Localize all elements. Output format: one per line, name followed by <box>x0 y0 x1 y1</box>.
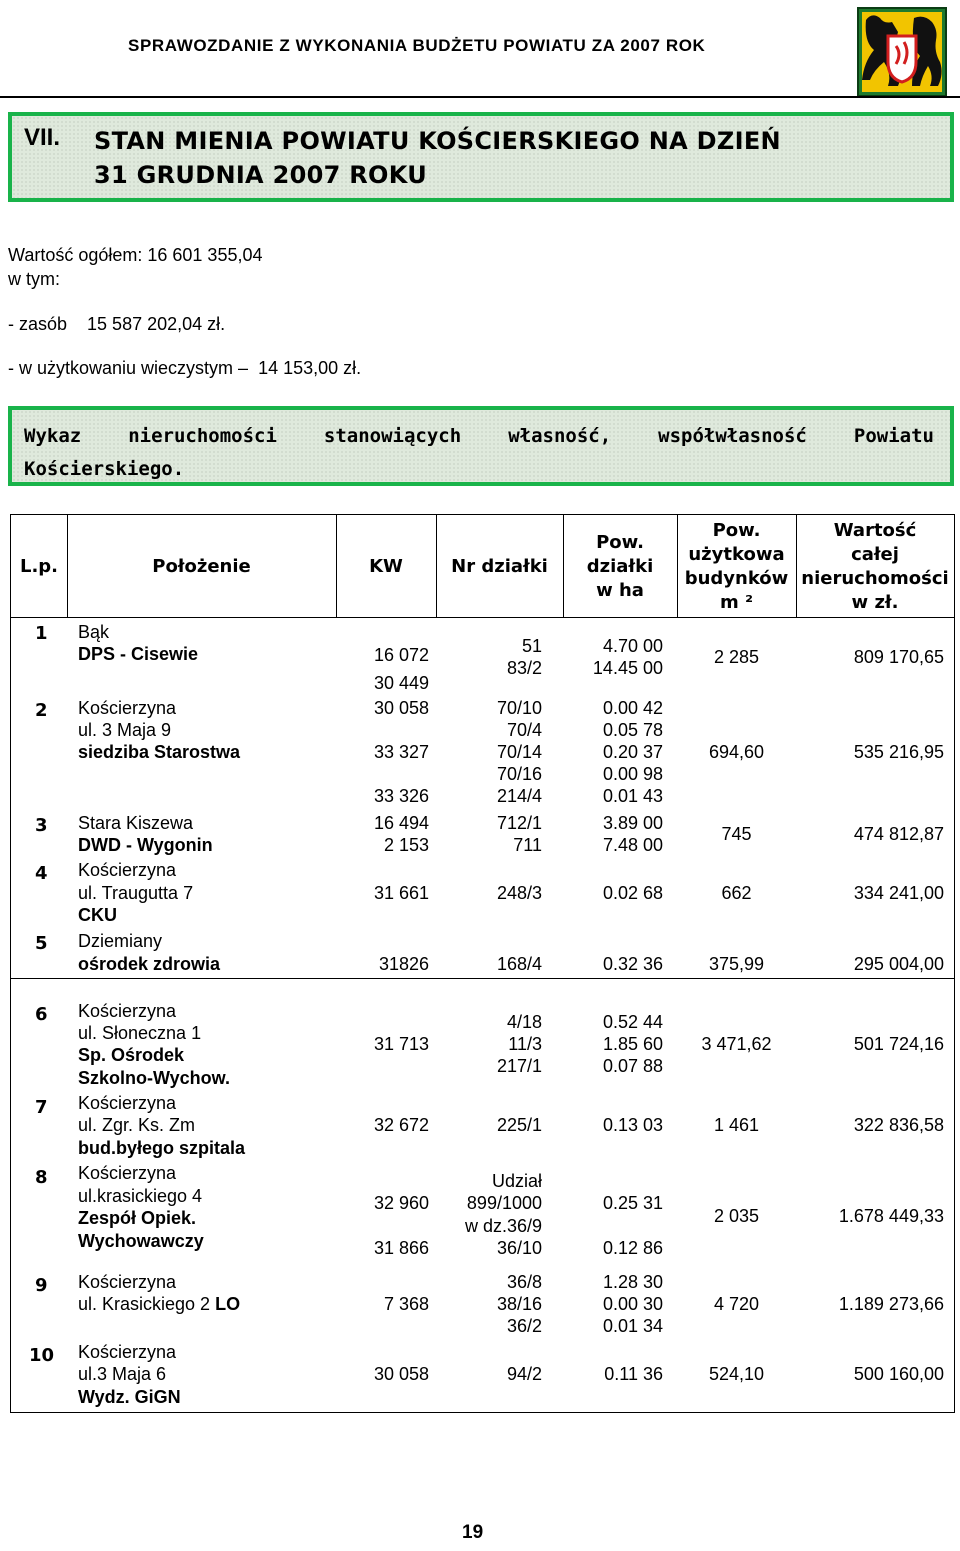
plot-number: 36/10 <box>496 1238 542 1258</box>
plot-number: 712/1 <box>496 813 542 833</box>
building-area: 694,60 <box>708 742 765 762</box>
building-area: 3 471,62 <box>701 1034 772 1054</box>
area-ha: 0.02 68 <box>602 883 663 903</box>
location-line: Dziemiany <box>78 931 163 951</box>
list-title-word: stanowiących <box>323 425 462 447</box>
kw-number: 16 072 <box>373 645 429 665</box>
plot-number: 70/4 <box>506 720 542 740</box>
kw-number: 33 326 <box>373 786 429 806</box>
section-title-line2: 31 GRUDNIA 2007 ROKU <box>94 161 427 189</box>
plot-number: 248/3 <box>496 883 542 903</box>
row-number: 1 <box>35 623 48 644</box>
location-unit: LO <box>215 1294 241 1314</box>
kw-number: 31 866 <box>373 1238 429 1258</box>
col-header-value <box>796 519 954 615</box>
kw-number: 2 153 <box>383 835 429 855</box>
row-number: 9 <box>35 1275 48 1296</box>
area-ha: 0.25 31 <box>602 1193 663 1213</box>
location-line: Kościerzyna <box>78 1001 177 1021</box>
area-ha: 3.89 00 <box>602 813 663 833</box>
list-title-line2: Kościerskiego. <box>24 458 185 480</box>
section-title-line1: STAN MIENIA POWIATU KOŚCIERSKIEGO NA DZIEŃ <box>94 127 781 155</box>
list-title-word: Wykaz <box>24 425 82 447</box>
report-header-title: SPRAWOZDANIE Z WYKONANIA BUDŻETU POWIATU ZA 2007 ROK <box>128 36 706 55</box>
plot-number: 36/8 <box>506 1272 542 1292</box>
kw-number: 32 672 <box>373 1115 429 1135</box>
area-ha: 0.32 36 <box>602 954 663 974</box>
col-header-location: Położenie <box>152 556 251 577</box>
area-ha: 14.45 00 <box>592 658 663 678</box>
plot-number: 711 <box>513 835 542 855</box>
property-value: 1.678 449,33 <box>838 1206 944 1226</box>
location-line: Kościerzyna <box>78 1093 177 1113</box>
location-line: Kościerzyna <box>78 698 177 718</box>
location-line: bud.byłego szpitala <box>78 1138 246 1158</box>
plot-number: 214/4 <box>496 786 542 806</box>
kw-number: 32 960 <box>373 1193 429 1213</box>
section-title <box>94 124 781 192</box>
plot-number: Udział <box>491 1171 542 1191</box>
row-number: 8 <box>35 1167 48 1188</box>
plot-number: w dz.36/9 <box>464 1216 542 1236</box>
plot-number: 70/16 <box>496 764 542 784</box>
location-line: ul. 3 Maja 9 <box>78 720 172 740</box>
kw-number: 31826 <box>378 954 429 974</box>
property-value: 322 836,58 <box>853 1115 944 1135</box>
building-area: 4 720 <box>713 1294 760 1314</box>
kw-number: 33 327 <box>373 742 429 762</box>
area-ha: 0.05 78 <box>602 720 663 740</box>
kw-number: 7 368 <box>383 1294 429 1314</box>
location-line: ul.3 Maja 6 <box>78 1364 167 1384</box>
kw-number: 16 494 <box>373 813 429 833</box>
location-line: DPS - Cisewie <box>78 644 199 664</box>
kw-number: 30 449 <box>373 673 429 693</box>
building-area: 524,10 <box>708 1364 765 1384</box>
resource-value: - zasób 15 587 202,04 zł. <box>8 314 226 334</box>
property-value: 1.189 273,66 <box>838 1294 944 1314</box>
area-ha: 4.70 00 <box>602 636 663 656</box>
area-ha: 0.52 44 <box>602 1012 663 1032</box>
header-line: Pow. <box>712 520 761 541</box>
plot-number: 70/14 <box>496 742 542 762</box>
building-area: 1 461 <box>713 1115 760 1135</box>
location-line: Zespół Opiek. <box>78 1208 197 1228</box>
area-ha: 1.28 30 <box>602 1272 663 1292</box>
row-number: 3 <box>35 815 48 836</box>
list-title-word: Powiatu <box>853 425 934 447</box>
col-header-lp: L.p. <box>19 556 59 577</box>
header-line: m ² <box>720 592 753 613</box>
area-ha: 0.01 34 <box>602 1316 663 1336</box>
header-bottom-rule <box>11 617 954 618</box>
location-line <box>78 1293 240 1316</box>
location-line: ul. Słoneczna 1 <box>78 1023 202 1043</box>
plot-number: 217/1 <box>496 1056 542 1076</box>
col-header-kw: KW <box>369 556 403 577</box>
property-table <box>10 514 955 1413</box>
location-line: Stara Kiszewa <box>78 813 194 833</box>
property-value: 474 812,87 <box>853 824 944 844</box>
area-ha: 0.11 36 <box>604 1364 663 1384</box>
header-line: Pow. <box>596 532 644 553</box>
location-line: CKU <box>78 905 117 925</box>
plot-number: 51 <box>521 636 542 656</box>
area-ha: 0.12 86 <box>602 1238 663 1258</box>
property-value: 809 170,65 <box>853 647 944 667</box>
row-number: 5 <box>35 933 48 954</box>
list-title-word: współwłasność <box>658 425 807 447</box>
area-ha: 0.00 42 <box>602 698 663 718</box>
property-value: 501 724,16 <box>853 1034 944 1054</box>
area-ha: 7.48 00 <box>602 835 663 855</box>
header-line: nieruchomości <box>801 568 949 589</box>
header-line: użytkowa <box>688 544 785 565</box>
location-line: Sp. Ośrodek <box>78 1045 185 1065</box>
kw-number: 31 713 <box>373 1034 429 1054</box>
list-title <box>24 420 934 486</box>
col-header-building-area <box>677 519 796 615</box>
plot-number: 11/3 <box>508 1034 542 1054</box>
building-area: 375,99 <box>708 954 765 974</box>
property-value: 500 160,00 <box>853 1364 944 1384</box>
plot-number: 168/4 <box>496 954 542 974</box>
header-line: Wartość <box>833 520 917 541</box>
building-area: 2 285 <box>713 647 760 667</box>
plot-number: 225/1 <box>496 1115 542 1135</box>
area-ha: 0.01 43 <box>602 786 663 806</box>
location-line: ośrodek zdrowia <box>78 954 221 974</box>
property-value: 334 241,00 <box>853 883 944 903</box>
property-value: 295 004,00 <box>853 954 944 974</box>
location-line: Kościerzyna <box>78 1163 177 1183</box>
kw-number: 30 058 <box>373 698 429 718</box>
area-ha: 0.13 03 <box>602 1115 663 1135</box>
location-line: ul. Zgr. Ks. Zm <box>78 1115 196 1135</box>
plot-number: 4/18 <box>506 1012 542 1032</box>
list-title-word: nieruchomości <box>128 425 277 447</box>
header-line: w zł. <box>851 592 899 613</box>
building-area: 2 035 <box>713 1206 760 1226</box>
location-line: Szkolno-Wychow. <box>78 1068 231 1088</box>
area-ha: 0.00 30 <box>602 1294 663 1314</box>
property-value: 535 216,95 <box>853 742 944 762</box>
list-title-line1 <box>24 420 934 453</box>
header-line: działki <box>586 556 654 577</box>
area-ha: 0.00 98 <box>602 764 663 784</box>
area-ha: 1.85 60 <box>602 1034 663 1054</box>
location-line: Bąk <box>78 622 110 642</box>
area-ha: 0.20 37 <box>602 742 663 762</box>
building-area: 662 <box>721 883 752 903</box>
header-line: budynków <box>684 568 789 589</box>
col-header-area-ha <box>563 531 677 603</box>
kw-number: 30 058 <box>373 1364 429 1384</box>
group-separator-rule <box>11 978 954 979</box>
kw-number: 31 661 <box>373 883 429 903</box>
header-line: całej <box>851 544 899 565</box>
plot-number: 83/2 <box>506 658 542 678</box>
section-number: VII. <box>24 124 61 151</box>
row-number: 6 <box>35 1004 48 1025</box>
plot-number: 38/16 <box>496 1294 542 1314</box>
location-line: ul.krasickiego 4 <box>78 1186 203 1206</box>
total-value: Wartość ogółem: 16 601 355,04 <box>8 245 263 265</box>
header-line: w ha <box>596 580 644 601</box>
page-number: 19 <box>462 1522 484 1543</box>
location-line: siedziba Starostwa <box>78 742 241 762</box>
location-line: Kościerzyna <box>78 1272 177 1292</box>
location-line: Kościerzyna <box>78 860 177 880</box>
row-number: 4 <box>35 863 48 884</box>
plot-number: 94/2 <box>506 1364 542 1384</box>
plot-number: 36/2 <box>506 1316 542 1336</box>
plot-number: 899/1000 <box>466 1193 542 1213</box>
coat-of-arms-icon <box>856 6 948 98</box>
row-number: 7 <box>35 1097 48 1118</box>
building-area: 745 <box>721 824 752 844</box>
location-line: Wydz. GiGN <box>78 1387 181 1407</box>
perpetual-usage-value: - w użytkowaniu wieczystym – 14 153,00 zł. <box>8 358 362 378</box>
location-line: Wychowawczy <box>78 1231 204 1251</box>
list-title-word: własność, <box>508 425 612 447</box>
plot-number: 70/10 <box>496 698 542 718</box>
header-rule <box>0 96 960 98</box>
col-header-plot: Nr działki <box>451 556 548 577</box>
location-street: ul. Krasickiego 2 <box>78 1294 211 1314</box>
row-number: 10 <box>29 1345 55 1366</box>
location-line: ul. Traugutta 7 <box>78 883 194 903</box>
row-number: 2 <box>35 700 48 721</box>
area-ha: 0.07 88 <box>602 1056 663 1076</box>
in-that-label: w tym: <box>8 269 60 289</box>
location-line: Kościerzyna <box>78 1342 177 1362</box>
location-line: DWD - Wygonin <box>78 835 213 855</box>
